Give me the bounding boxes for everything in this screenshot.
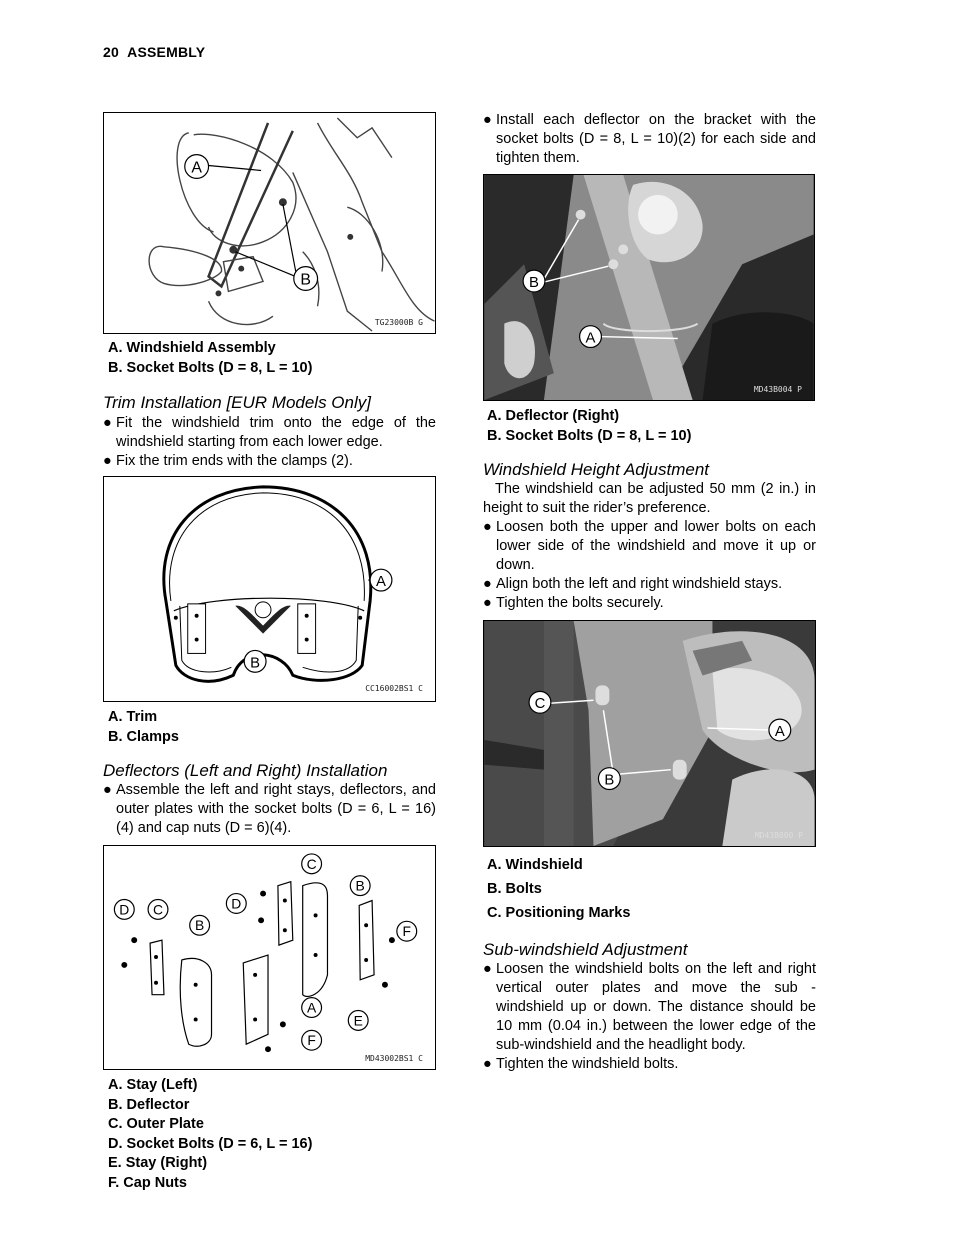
bullet-list (103, 414, 436, 471)
figure-caption (108, 708, 179, 747)
paragraph: The windshield can be adjusted 50 mm (2 in.) in height to suit the rider’s preference. (483, 481, 816, 516)
bullet-list (483, 960, 816, 1074)
bullet-item: ● Tighten the bolts securely. (483, 595, 664, 611)
bullet-item: ● Align both the left and right windshield stays. (483, 576, 783, 592)
bullet-item: ● Fit the windshield trim onto the edge of the windshield starting from each lower edge. (103, 415, 436, 450)
figure-caption (487, 853, 630, 925)
figure-caption (487, 407, 691, 446)
bullet-icon: ● (483, 519, 492, 535)
page-header (103, 44, 205, 60)
figure-label: D (231, 895, 242, 912)
bullet-list (103, 781, 436, 838)
figure-code: MD43002BS1 C (365, 1054, 423, 1063)
bullet-icon: ● (483, 961, 492, 977)
caption-item: C. Positioning Marks (487, 905, 631, 921)
figure-caption (108, 1076, 312, 1193)
section-heading: Windshield Height Adjustment (483, 460, 709, 479)
bullet-icon: ● (483, 1056, 492, 1072)
figure-label: B (355, 877, 365, 894)
section-heading: Sub-windshield Adjustment (483, 940, 688, 959)
caption-item: A. Trim (108, 709, 158, 725)
figure-label: B (529, 275, 539, 292)
figure-label: B (195, 917, 205, 934)
figure-label: C (306, 855, 317, 872)
caption-item: A. Deflector (Right) (487, 408, 620, 424)
caption-item: F. Cap Nuts (108, 1174, 187, 1191)
figure-label: A (585, 330, 596, 347)
caption-item: A. Stay (Left) (108, 1077, 198, 1093)
figure-caption (108, 339, 312, 378)
bullet-list (483, 518, 816, 613)
bullet-icon: ● (483, 576, 492, 592)
bullet-icon: ● (103, 453, 112, 469)
figure-label: D (119, 901, 130, 918)
figure-label: F (307, 1032, 316, 1049)
bullet-icon: ● (483, 112, 492, 128)
figure-label: B (604, 772, 615, 789)
figure-label: A (306, 999, 317, 1016)
bullet-item: ● Assemble the left and right stays, deflectors, and outer plates with the socket bolts (D = 6, L = 16)(4) and cap nuts (D = 6)(4). (103, 782, 436, 836)
caption-item: B. Bolts (487, 881, 542, 897)
section-heading: Trim Installation [EUR Models Only] (103, 393, 371, 412)
figure-code: TG23000B G (374, 318, 423, 327)
bullet-list (483, 111, 816, 168)
figure-label: A (774, 723, 785, 740)
caption-item: B. Clamps (108, 728, 179, 745)
figure-label: B (300, 271, 311, 289)
figure-code: MD43B000 P (754, 831, 803, 840)
figure-label: B (250, 655, 261, 672)
figure-label: A (376, 574, 386, 591)
caption-item: D. Socket Bolts (D = 6, L = 16) (108, 1135, 313, 1152)
figure-label: E (353, 1012, 363, 1029)
caption-item: B. Socket Bolts (D = 8, L = 10) (108, 359, 313, 376)
figure-code: MD43B004 P (753, 385, 802, 394)
figure-label: A (191, 159, 202, 177)
caption-item: C. Outer Plate (108, 1116, 204, 1132)
caption-item: A. Windshield Assembly (108, 340, 276, 356)
caption-item: E. Stay (Right) (108, 1155, 208, 1171)
bullet-item: ● Install each deflector on the bracket with the socket bolts (D = 8, L = 10)(2) for each side and tighten them. (483, 112, 816, 166)
figure-label: C (152, 901, 164, 918)
page-number: 20 (103, 44, 119, 60)
caption-item: B. Socket Bolts (D = 8, L = 10) (487, 427, 692, 444)
bullet-item: ● Loosen the windshield bolts on the left and right vertical outer plates and move the sub -windshield up or down. The distance should be 10 mm (0.04 in.) between the lower edge of the sub-windshield and the headlight body. (483, 961, 816, 1053)
section-title: ASSEMBLY (127, 44, 206, 60)
caption-item: A. Windshield (487, 857, 583, 873)
bullet-icon: ● (103, 782, 112, 798)
figure-trim (103, 476, 436, 702)
bullet-icon: ● (103, 415, 112, 431)
figure-deflector-parts (103, 845, 436, 1070)
bullet-item: ● Fix the trim ends with the clamps (2). (103, 453, 353, 469)
caption-item: B. Deflector (108, 1096, 190, 1113)
figure-code: CC16002BS1 C (365, 684, 423, 693)
bullet-item: ● Loosen both the upper and lower bolts on each lower side of the windshield and move it up or down. (483, 519, 816, 573)
section-heading: Deflectors (Left and Right) Installation (103, 761, 388, 780)
figure-label: F (402, 923, 412, 940)
bullet-icon: ● (483, 595, 492, 611)
figure-deflector-photo (483, 174, 815, 401)
figure-label: C (534, 696, 546, 713)
figure-windshield-assembly (103, 112, 436, 334)
bullet-item: ● Tighten the windshield bolts. (483, 1056, 679, 1072)
figure-windshield-photo (483, 620, 816, 847)
